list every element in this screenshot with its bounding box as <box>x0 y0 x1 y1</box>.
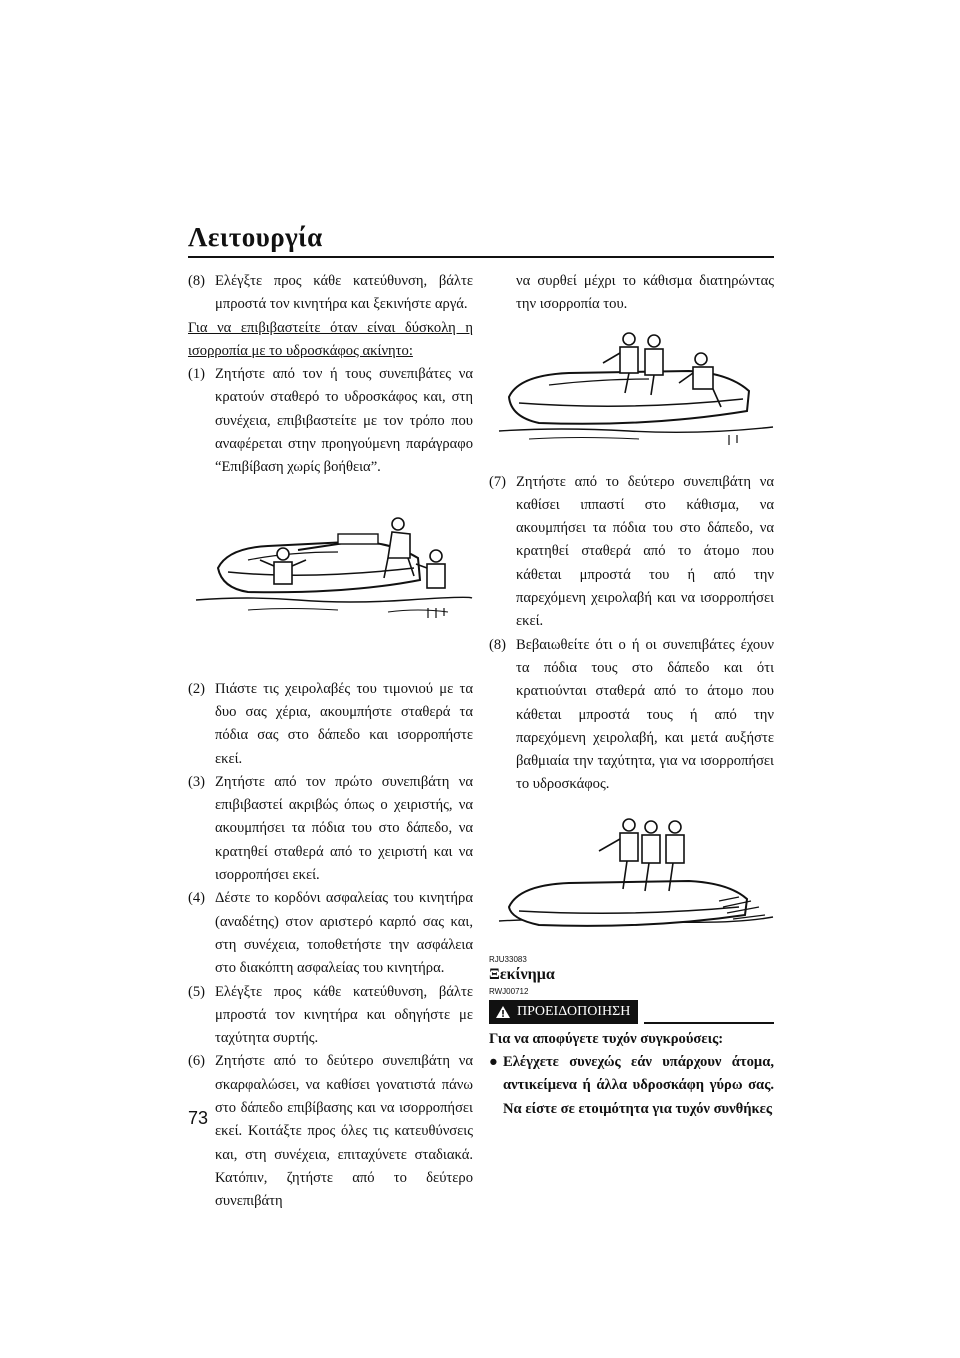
warning-rule <box>644 1022 774 1024</box>
page-title: Λειτουργία <box>188 222 323 252</box>
step-text: Ζητήστε από τον πρώτο συνεπιβάτη να επιβιβαστεί ακριβώς όπως ο χειριστής, να ακουμπήσει τα πόδια του στο δάπεδο, να κρατηθεί σταθερά από το χειριστή και να ισορροπήσει εκεί. <box>215 773 473 884</box>
step-8-left <box>188 270 473 317</box>
step-5 <box>188 981 473 1051</box>
step-number: (3) <box>188 773 206 790</box>
step-6 <box>188 1050 473 1213</box>
section-code: RJU33083 <box>489 954 527 964</box>
step-number: (6) <box>188 1053 206 1070</box>
figure-boarding-with-helpers <box>188 508 473 658</box>
step-2 <box>188 678 473 771</box>
step-number: (1) <box>188 366 206 383</box>
warning-header <box>489 1000 774 1024</box>
warning-label: ΠΡΟΕΙΔΟΠΟΙΗΣΗ <box>517 1004 631 1020</box>
warning-bullet-text: Ελέγχετε συνεχώς εάν υπάρχουν άτομα, αντικείμενα ή άλλα υδροσκάφη γύρω σας. Να είστε σε ετοιμότητα για τυχόν συνθήκες <box>503 1054 774 1117</box>
right-column <box>489 270 774 1121</box>
warning-code: RWJ00712 <box>489 986 529 996</box>
step-8-right <box>489 634 774 797</box>
step-number: (8) <box>188 273 206 289</box>
warning-label-box <box>489 1000 638 1024</box>
step-text: Ζητήστε από το δεύτερο συνεπιβάτη να σκαρφαλώσει, να καθίσει γονατιστά πάνω στο δάπεδο επιβίβασης και να ισορροπήσει εκεί. Κοιτάξτε προς όλες τις κατευθύνσεις και, στη συνέχεια, επιταχύνετε σταδιακά. Κατόπιν, ζητήστε από το δεύτερο συνεπιβάτη <box>215 1053 473 1210</box>
warning-triangle-icon <box>495 1005 511 1019</box>
step-text: Ζητήστε από τον ή τους συνεπιβάτες να κρατούν σταθερό το υδροσκάφος και, στη συνέχεια, επιβιβαστείτε με τον τρόπο που αναφέρεται στην προηγούμενη παράγραφο “Επιβίβαση χωρίς βοήθεια”. <box>215 366 473 476</box>
step-text: Δέστε το κορδόνι ασφαλείας του κινητήρα (αναδέτης) στον αριστερό καρπό σας και, στη συνέχεια, τοποθετήστε την ασφάλεια στο διακόπτη ασφαλείας του κινητήρα. <box>215 890 473 977</box>
step-3 <box>188 771 473 887</box>
bullet-glyph: ● <box>489 1054 498 1071</box>
left-column <box>188 270 473 1214</box>
step-text: Βεβαιωθείτε ότι ο ή οι συνεπιβάτες έχουν τα πόδια τους στο δάπεδο και ότι κρατιούνται σταθερά από το άτομο που κάθεται μπροστά τους ή από την παρεχόμενη χειρολαβή, και μετά αυξήστε βαθμιαία την ταχύτητα, για να ισορροπήσει το υδροσκάφος. <box>516 636 774 793</box>
step-text: Ζητήστε από το δεύτερο συνεπιβάτη να καθίσει ιππαστί στο κάθισμα, να ακουμπήσει τα πόδια του στο δάπεδο, να κρατηθεί σταθερά από το άτομο που κάθεται μπροστά του ή από την παρεχόμενη χειρολαβή και να ισορροπήσει εκεί. <box>516 473 774 630</box>
step-number: (8) <box>489 636 507 653</box>
page-number: 73 <box>188 1108 209 1128</box>
step-text: Ελέγξτε προς κάθε κατεύθυνση, βάλτε μπροστά τον κινητήρα και ξεκινήστε αργά. <box>215 273 473 313</box>
section-title: Ξεκίνημα <box>489 965 555 983</box>
subheading: Για να επιβιβαστείτε όταν είναι δύσκολη η ισορροπία με το υδροσκάφος ακίνητο: <box>188 319 473 359</box>
step-4 <box>188 887 473 980</box>
step-number: (5) <box>188 983 206 1000</box>
step-7 <box>489 471 774 634</box>
step-text: Πιάστε τις χειρολαβές του τιμονιού με τα δυο σας χέρια, ακουμπήστε σταθερά τα πόδια σας στο δάπεδο και ισορροπήστε εκεί. <box>215 680 473 767</box>
title-rule <box>188 256 774 258</box>
figure-passenger-crawling <box>489 327 774 457</box>
step-number: (7) <box>489 473 507 490</box>
step-number: (4) <box>188 890 206 907</box>
step-text: Ελέγξτε προς κάθε κατεύθυνση, βάλτε μπροστά τον κινητήρα και οδηγήστε με ταχύτητα συρτής. <box>215 983 473 1047</box>
step-number: (2) <box>188 680 206 697</box>
figure-three-riders <box>489 811 774 941</box>
warning-bullet <box>489 1051 774 1121</box>
step-6-continuation: να συρθεί μέχρι το κάθισμα διατηρώντας την ισορροπία του. <box>516 273 774 313</box>
step-1 <box>188 363 473 479</box>
warning-intro: Για να αποφύγετε τυχόν συγκρούσεις: <box>489 1030 724 1047</box>
